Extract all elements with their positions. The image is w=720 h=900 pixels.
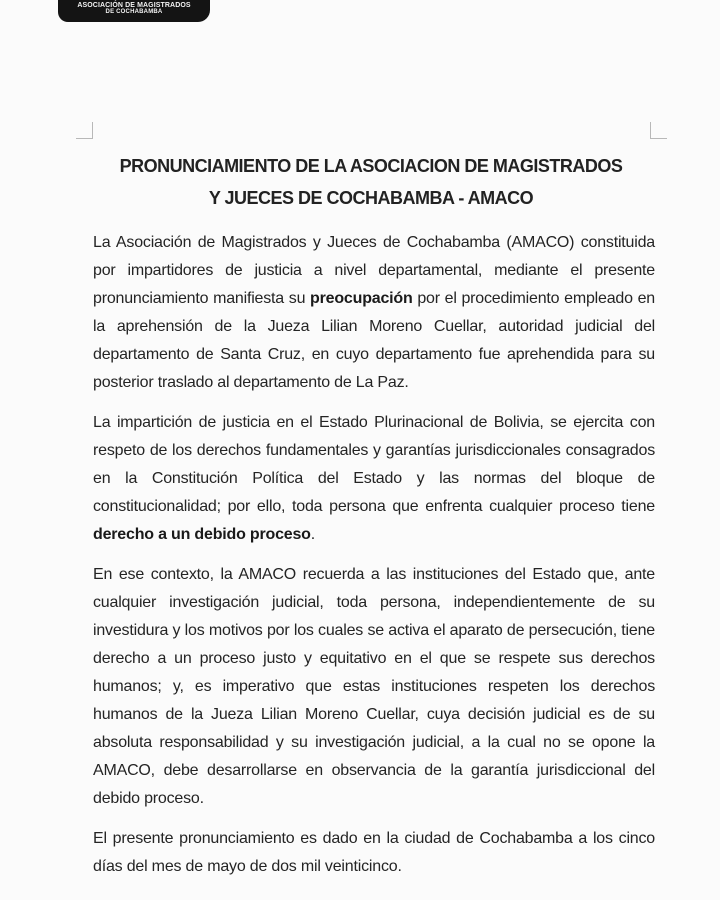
paragraph-closing-date: El presente pronunciamiento es dado en la ciudad de Cochabamba a los cinco días del mes de mayo de dos mil veinticinco. bbox=[93, 830, 655, 875]
crop-mark-left bbox=[76, 122, 93, 139]
document-body bbox=[93, 229, 655, 893]
logo-text-line2: DE COCHABAMBA bbox=[105, 9, 163, 15]
paragraph-1-text-a: La Asociación de Magistrados y Jueces de Cochabamba (AMACO) constituida por impartidores de justicia a nivel departamental, mediante el presente pronunciamiento manifiesta su bbox=[93, 234, 655, 307]
title-line-2: Y JUECES DE COCHABAMBA - AMACO bbox=[208, 188, 534, 208]
crop-mark-right bbox=[650, 122, 667, 139]
logo-text-line1: ASOCIACIÓN DE MAGISTRADOS bbox=[77, 2, 191, 9]
paragraph-2-text-c: . bbox=[310, 526, 315, 543]
paragraph-context: En ese contexto, la AMACO recuerda a las instituciones del Estado que, ante cualquier investigación judicial, toda persona, independientemente de su investidura y los motivos por los cuales se activa el aparato de persecución, tiene derecho a un proceso justo y equitativo en el que se respete sus derechos humanos; y, es imperativo que estas instituciones respeten los derechos humanos de la Jueza Lilian Moreno Cuellar, cuya decisión judicial es de su absoluta responsabilidad y su investigación judicial, a la cual no se opone la AMACO, debe desarrollarse en observancia de la garantía jurisdiccional del debido proceso. bbox=[93, 566, 655, 807]
paragraph-1-emphasis: preocupación bbox=[310, 290, 413, 307]
paragraph-2-emphasis: derecho a un debido proceso bbox=[93, 526, 311, 543]
title-line-1: PRONUNCIAMIENTO DE LA ASOCIACION DE MAGISTRADOS bbox=[119, 156, 623, 176]
document-title bbox=[80, 150, 662, 214]
paragraph-1-text-c: por el procedimiento empleado en la aprehensión de la Jueza Lilian Moreno Cuellar, autoridad judicial del departamento de Santa Cruz, en cuyo departamento fue aprehendida para su posterior traslado al departamento de La Paz. bbox=[93, 290, 655, 391]
amaco-logo-banner bbox=[58, 0, 210, 22]
paragraph-due-process bbox=[93, 409, 655, 549]
paragraph-concern bbox=[93, 229, 655, 397]
paragraph-2-text-a: La impartición de justicia en el Estado Plurinacional de Bolivia, se ejercita con respeto de los derechos fundamentales y garantías jurisdiccionales consagrados en la Constitución Política del Estado y las normas del bloque de constitucionalidad; por ello, toda persona que enfrenta cualquier proceso tiene bbox=[93, 414, 655, 515]
